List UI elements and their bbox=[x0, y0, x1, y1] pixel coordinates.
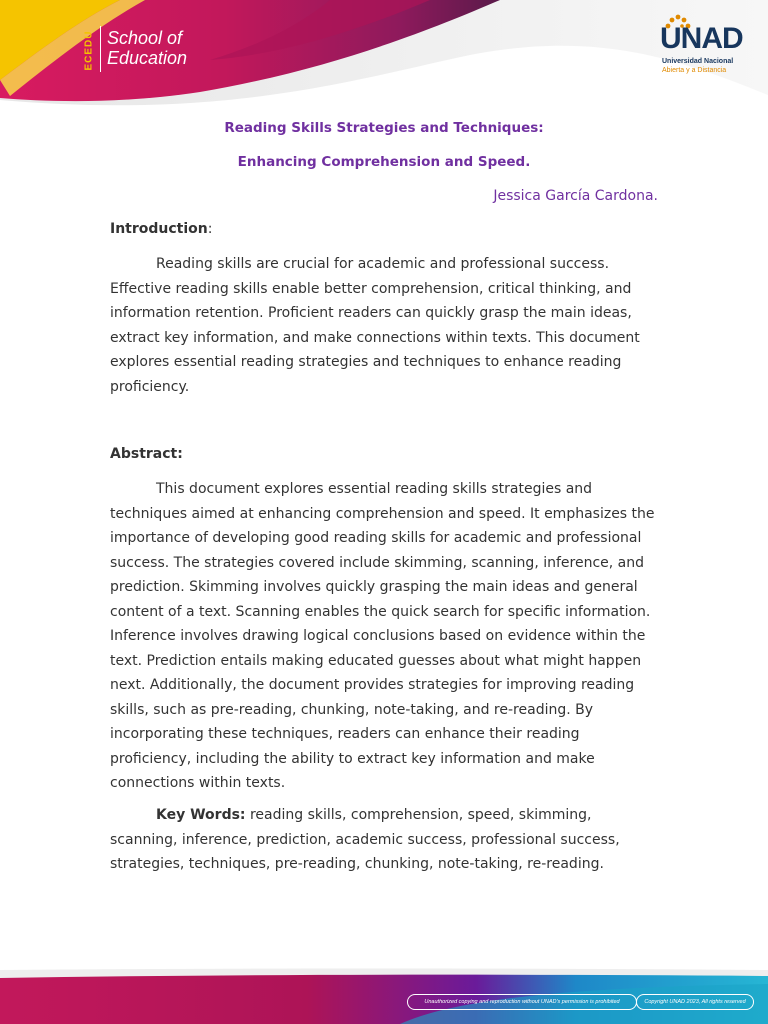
school-of-education-logo bbox=[107, 28, 187, 68]
school-line1: School of bbox=[107, 28, 183, 48]
introduction-heading-colon: : bbox=[207, 221, 213, 237]
keywords-text: reading skills, comprehension, speed, skimming, scanning, inference, prediction, academic success, professional success, strategies, techniques, pre-reading, chunking, note-taking, re-reading. bbox=[110, 807, 620, 872]
logo-divider bbox=[100, 26, 101, 72]
ecedu-logo-text: ECEDU bbox=[83, 29, 95, 71]
abstract-paragraph: This document explores essential reading skills strategies and techniques aimed at enhancing comprehension and speed. It emphasizes the importance of developing good reading skills for academic and professional success. The strategies covered include skimming, scanning, inference, and prediction. Skimming involves quickly grasping the main ideas and general content of a text. Scanning enables the quick search for specific information. Inference involves drawing logical conclusions based on evidence within the text. Prediction entails making educated guesses about what might happen next. Additionally, the document provides strategies for improving reading skills, such as pre-reading, chunking, note-taking, and re-reading. By incorporating these techniques, readers can enhance their reading proficiency, including the ability to extract key information and make connections within texts. bbox=[110, 481, 655, 791]
school-line2: Education bbox=[107, 48, 188, 68]
abstract-heading bbox=[110, 446, 183, 462]
unad-logo bbox=[660, 16, 742, 80]
introduction-heading-text: Introduction bbox=[110, 221, 208, 237]
keywords-paragraph bbox=[110, 803, 658, 877]
unad-logo-line2: Abierta y a Distancia bbox=[662, 67, 727, 74]
document-title-line1: Reading Skills Strategies and Techniques: bbox=[224, 120, 544, 136]
introduction-paragraph: Reading skills are crucial for academic and professional success. Effective reading skills enable better comprehension, critical thinking, and information retention. Proficient readers can quickly grasp the main ideas, extract key information, and make connections within texts. This document explores essential reading strategies and techniques to enhance reading proficiency. bbox=[110, 256, 640, 395]
footer-notice: Unauthorized copying and reproduction without UNAD's permission is prohibited bbox=[407, 994, 637, 1010]
introduction-heading bbox=[110, 221, 212, 237]
footer-copyright: Copyright UNAD 2023, All rights reserved bbox=[636, 994, 754, 1010]
page-header-banner bbox=[0, 0, 768, 135]
document-title-line2: Enhancing Comprehension and Speed. bbox=[237, 154, 531, 170]
abstract-heading-text: Abstract: bbox=[110, 446, 183, 462]
unad-logo-line1: Universidad Nacional bbox=[662, 58, 734, 65]
keywords-label: Key Words: bbox=[156, 807, 246, 823]
document-author: Jessica García Cardona. bbox=[493, 188, 658, 204]
unad-logo-word: UNAD bbox=[660, 22, 743, 55]
